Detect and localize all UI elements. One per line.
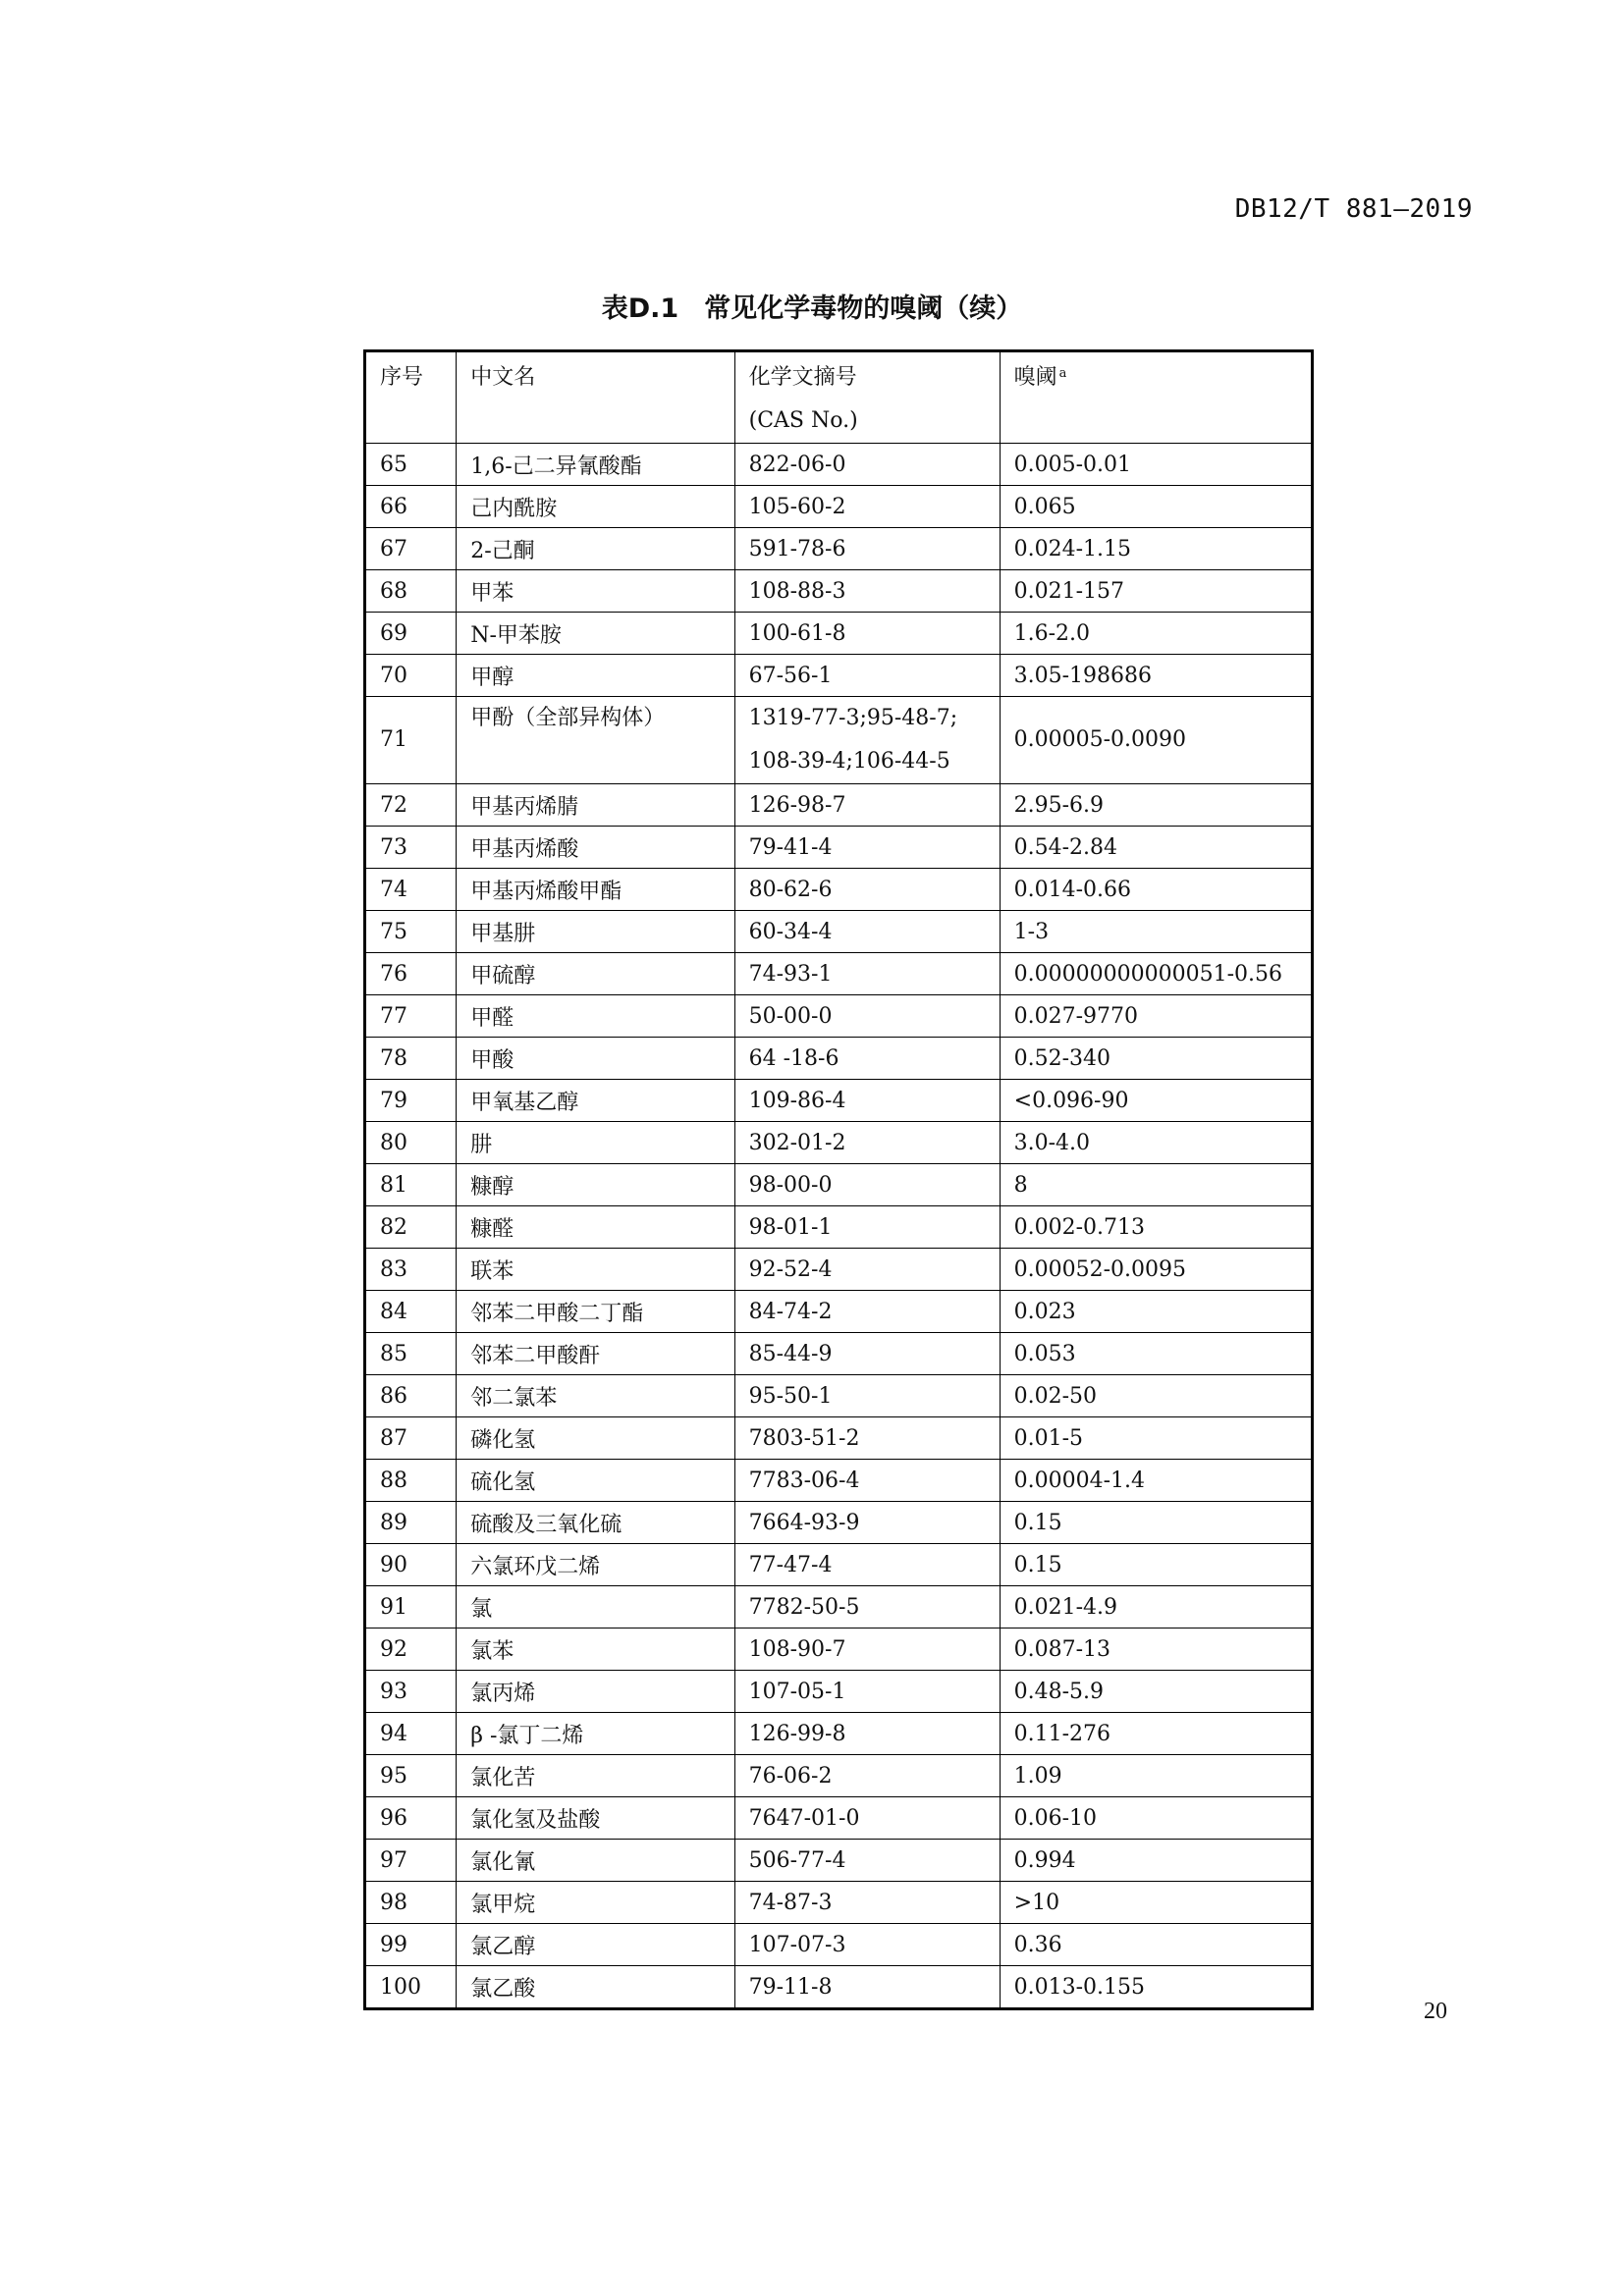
cell-no: 100 xyxy=(365,1966,457,2009)
table-row xyxy=(365,1460,1313,1502)
cell-no: 99 xyxy=(365,1924,457,1966)
cell-cas: 506-77-4 xyxy=(734,1840,1000,1882)
cell-cas: 67-56-1 xyxy=(734,655,1000,697)
cell-cas: 98-01-1 xyxy=(734,1206,1000,1249)
cell-name: 氯化苦 xyxy=(457,1755,734,1797)
header-cas xyxy=(734,351,1000,444)
cell-no: 74 xyxy=(365,869,457,911)
cell-threshold: 0.11-276 xyxy=(1000,1713,1312,1755)
cell-cas: 108-90-7 xyxy=(734,1629,1000,1671)
cell-no: 72 xyxy=(365,784,457,827)
table-row xyxy=(365,1291,1313,1333)
cell-cas: 7664-93-9 xyxy=(734,1502,1000,1544)
table-row xyxy=(365,528,1313,570)
cell-threshold: 0.021-157 xyxy=(1000,570,1312,613)
table-title xyxy=(0,287,1624,325)
table-row xyxy=(365,1882,1313,1924)
header-cas-line1: 化学文摘号 xyxy=(748,365,857,390)
table-row xyxy=(365,655,1313,697)
cell-no: 69 xyxy=(365,613,457,655)
cell-no: 71 xyxy=(365,697,457,784)
cell-cas: 79-41-4 xyxy=(734,827,1000,869)
cell-name: 氯苯 xyxy=(457,1629,734,1671)
cell-no: 84 xyxy=(365,1291,457,1333)
table-row xyxy=(365,1206,1313,1249)
cell-no: 70 xyxy=(365,655,457,697)
cell-no: 73 xyxy=(365,827,457,869)
cell-threshold: 3.05-198686 xyxy=(1000,655,1312,697)
table-row xyxy=(365,953,1313,995)
table-row xyxy=(365,1417,1313,1460)
table-row xyxy=(365,1586,1313,1629)
table-row xyxy=(365,1544,1313,1586)
cell-threshold: 0.15 xyxy=(1000,1544,1312,1586)
cell-no: 97 xyxy=(365,1840,457,1882)
cell-cas: 79-11-8 xyxy=(734,1966,1000,2009)
cell-name: 磷化氢 xyxy=(457,1417,734,1460)
table-row xyxy=(365,1249,1313,1291)
cell-no: 66 xyxy=(365,486,457,528)
cell-name: 甲基肼 xyxy=(457,911,734,953)
cell-no: 83 xyxy=(365,1249,457,1291)
cell-name: 甲基丙烯腈 xyxy=(457,784,734,827)
cell-name: 2-己酮 xyxy=(457,528,734,570)
cell-threshold: 0.48-5.9 xyxy=(1000,1671,1312,1713)
cell-cas: 77-47-4 xyxy=(734,1544,1000,1586)
cell-cas: 105-60-2 xyxy=(734,486,1000,528)
cell-name: 肼 xyxy=(457,1122,734,1164)
table-number: 表D.1 xyxy=(601,294,679,324)
cell-threshold: >10 xyxy=(1000,1882,1312,1924)
cell-name: 氯化氢及盐酸 xyxy=(457,1797,734,1840)
cell-cas: 107-07-3 xyxy=(734,1924,1000,1966)
cell-threshold: 0.15 xyxy=(1000,1502,1312,1544)
cell-no: 98 xyxy=(365,1882,457,1924)
cell-name: 甲酸 xyxy=(457,1038,734,1080)
cell-threshold: 1-3 xyxy=(1000,911,1312,953)
cell-threshold: 0.994 xyxy=(1000,1840,1312,1882)
table-row xyxy=(365,1038,1313,1080)
cell-cas: 84-74-2 xyxy=(734,1291,1000,1333)
cell-no: 88 xyxy=(365,1460,457,1502)
cell-name: 甲基丙烯酸甲酯 xyxy=(457,869,734,911)
cell-name: β -氯丁二烯 xyxy=(457,1713,734,1755)
cell-no: 95 xyxy=(365,1755,457,1797)
cell-threshold: 3.0-4.0 xyxy=(1000,1122,1312,1164)
cell-name: 糠醇 xyxy=(457,1164,734,1206)
cell-cas: 60-34-4 xyxy=(734,911,1000,953)
cell-cas: 74-87-3 xyxy=(734,1882,1000,1924)
cell-cas: 108-88-3 xyxy=(734,570,1000,613)
cell-no: 93 xyxy=(365,1671,457,1713)
table-row xyxy=(365,486,1313,528)
cell-cas: 126-98-7 xyxy=(734,784,1000,827)
cell-cas: 302-01-2 xyxy=(734,1122,1000,1164)
cell-name-text: 甲酚（全部异构体） xyxy=(470,706,666,730)
cell-threshold: 1.6-2.0 xyxy=(1000,613,1312,655)
cell-cas: 822-06-0 xyxy=(734,444,1000,486)
cell-threshold: 0.54-2.84 xyxy=(1000,827,1312,869)
cell-cas: 7783-06-4 xyxy=(734,1460,1000,1502)
header-no: 序号 xyxy=(365,351,457,444)
cell-name: 1,6-己二异氰酸酯 xyxy=(457,444,734,486)
header-threshold-label: 嗅阈 xyxy=(1013,365,1057,390)
cell-threshold: 0.52-340 xyxy=(1000,1038,1312,1080)
cell-threshold: 0.06-10 xyxy=(1000,1797,1312,1840)
page-number: 20 xyxy=(1424,1999,1447,2024)
cell-cas: 7782-50-5 xyxy=(734,1586,1000,1629)
cell-cas: 92-52-4 xyxy=(734,1249,1000,1291)
cell-cas: 591-78-6 xyxy=(734,528,1000,570)
cell-name: 邻苯二甲酸二丁酯 xyxy=(457,1291,734,1333)
cell-no: 77 xyxy=(365,995,457,1038)
cell-no: 76 xyxy=(365,953,457,995)
cell-no: 68 xyxy=(365,570,457,613)
cell-threshold: 2.95-6.9 xyxy=(1000,784,1312,827)
table-row xyxy=(365,613,1313,655)
cell-no: 92 xyxy=(365,1629,457,1671)
table-row xyxy=(365,1333,1313,1375)
cell-cas: 98-00-0 xyxy=(734,1164,1000,1206)
cell-no: 75 xyxy=(365,911,457,953)
table-row xyxy=(365,1629,1313,1671)
odor-threshold-table xyxy=(363,349,1314,2010)
cell-cas: 107-05-1 xyxy=(734,1671,1000,1713)
cell-threshold: 0.024-1.15 xyxy=(1000,528,1312,570)
table-row xyxy=(365,869,1313,911)
cell-cas: 126-99-8 xyxy=(734,1713,1000,1755)
table-row xyxy=(365,995,1313,1038)
cell-cas-line1: 1319-77-3;95-48-7; xyxy=(748,706,958,730)
cell-no: 65 xyxy=(365,444,457,486)
cell-cas: 95-50-1 xyxy=(734,1375,1000,1417)
table-row xyxy=(365,1966,1313,2009)
table-body xyxy=(365,444,1313,2009)
cell-threshold: 0.005-0.01 xyxy=(1000,444,1312,486)
cell-name: 氯乙醇 xyxy=(457,1924,734,1966)
cell-name xyxy=(457,697,734,784)
cell-threshold: 0.00004-1.4 xyxy=(1000,1460,1312,1502)
table-row xyxy=(365,570,1313,613)
table-row xyxy=(365,1713,1313,1755)
cell-no: 89 xyxy=(365,1502,457,1544)
cell-no: 90 xyxy=(365,1544,457,1586)
cell-no: 81 xyxy=(365,1164,457,1206)
table-row xyxy=(365,784,1313,827)
cell-no: 82 xyxy=(365,1206,457,1249)
cell-no: 80 xyxy=(365,1122,457,1164)
cell-no: 91 xyxy=(365,1586,457,1629)
cell-cas: 7647-01-0 xyxy=(734,1797,1000,1840)
table-row xyxy=(365,1924,1313,1966)
cell-threshold: <0.096-90 xyxy=(1000,1080,1312,1122)
cell-name: 甲基丙烯酸 xyxy=(457,827,734,869)
cell-name: 联苯 xyxy=(457,1249,734,1291)
cell-no: 86 xyxy=(365,1375,457,1417)
cell-threshold: 0.00005-0.0090 xyxy=(1000,697,1312,784)
cell-threshold: 0.00000000000051-0.56 xyxy=(1000,953,1312,995)
table-caption: 常见化学毒物的嗅阈（续） xyxy=(704,294,1023,324)
table-row xyxy=(365,1755,1313,1797)
table-row xyxy=(365,697,1313,784)
cell-threshold: 0.087-13 xyxy=(1000,1629,1312,1671)
cell-no: 96 xyxy=(365,1797,457,1840)
table-row xyxy=(365,1502,1313,1544)
cell-threshold: 0.065 xyxy=(1000,486,1312,528)
header-threshold xyxy=(1000,351,1312,444)
cell-no: 87 xyxy=(365,1417,457,1460)
table-row xyxy=(365,911,1313,953)
cell-name: 六氯环戊二烯 xyxy=(457,1544,734,1586)
table-row xyxy=(365,1375,1313,1417)
cell-threshold: 1.09 xyxy=(1000,1755,1312,1797)
cell-name: 邻二氯苯 xyxy=(457,1375,734,1417)
cell-name: 氯丙烯 xyxy=(457,1671,734,1713)
cell-threshold: 0.014-0.66 xyxy=(1000,869,1312,911)
cell-threshold: 0.027-9770 xyxy=(1000,995,1312,1038)
cell-cas: 100-61-8 xyxy=(734,613,1000,655)
cell-threshold: 0.02-50 xyxy=(1000,1375,1312,1417)
cell-cas xyxy=(734,697,1000,784)
cell-threshold: 0.023 xyxy=(1000,1291,1312,1333)
cell-threshold: 8 xyxy=(1000,1164,1312,1206)
cell-name: 甲醛 xyxy=(457,995,734,1038)
cell-no: 67 xyxy=(365,528,457,570)
table-row xyxy=(365,444,1313,486)
header-cas-line2: (CAS No.) xyxy=(748,408,858,433)
cell-name: 氯乙酸 xyxy=(457,1966,734,2009)
cell-cas: 64 -18-6 xyxy=(734,1038,1000,1080)
table-row xyxy=(365,1164,1313,1206)
cell-no: 79 xyxy=(365,1080,457,1122)
cell-name: N-甲苯胺 xyxy=(457,613,734,655)
cell-name: 氯甲烷 xyxy=(457,1882,734,1924)
table-row xyxy=(365,1840,1313,1882)
cell-cas: 50-00-0 xyxy=(734,995,1000,1038)
cell-no: 94 xyxy=(365,1713,457,1755)
cell-threshold: 0.002-0.713 xyxy=(1000,1206,1312,1249)
cell-cas: 109-86-4 xyxy=(734,1080,1000,1122)
cell-name: 甲硫醇 xyxy=(457,953,734,995)
cell-cas: 80-62-6 xyxy=(734,869,1000,911)
cell-cas-line2: 108-39-4;106-44-5 xyxy=(748,749,950,774)
table-row xyxy=(365,1671,1313,1713)
cell-cas: 76-06-2 xyxy=(734,1755,1000,1797)
cell-name: 硫酸及三氧化硫 xyxy=(457,1502,734,1544)
cell-name: 己内酰胺 xyxy=(457,486,734,528)
header-threshold-footnote-mark: a xyxy=(1058,366,1067,381)
header-name: 中文名 xyxy=(457,351,734,444)
cell-threshold: 0.00052-0.0095 xyxy=(1000,1249,1312,1291)
cell-threshold: 0.36 xyxy=(1000,1924,1312,1966)
cell-name: 甲氧基乙醇 xyxy=(457,1080,734,1122)
cell-cas: 7803-51-2 xyxy=(734,1417,1000,1460)
table-row xyxy=(365,1122,1313,1164)
cell-cas: 74-93-1 xyxy=(734,953,1000,995)
cell-no: 78 xyxy=(365,1038,457,1080)
table-header-row xyxy=(365,351,1313,444)
table-row xyxy=(365,1797,1313,1840)
cell-cas: 85-44-9 xyxy=(734,1333,1000,1375)
table-row xyxy=(365,1080,1313,1122)
cell-name: 糠醛 xyxy=(457,1206,734,1249)
cell-name: 邻苯二甲酸酐 xyxy=(457,1333,734,1375)
cell-threshold: 0.01-5 xyxy=(1000,1417,1312,1460)
cell-threshold: 0.053 xyxy=(1000,1333,1312,1375)
cell-name: 甲苯 xyxy=(457,570,734,613)
cell-name: 甲醇 xyxy=(457,655,734,697)
cell-no: 85 xyxy=(365,1333,457,1375)
document-code: DB12/T 881—2019 xyxy=(1234,194,1473,224)
cell-name: 氯 xyxy=(457,1586,734,1629)
cell-threshold: 0.021-4.9 xyxy=(1000,1586,1312,1629)
table-row xyxy=(365,827,1313,869)
cell-name: 硫化氢 xyxy=(457,1460,734,1502)
cell-name: 氯化氰 xyxy=(457,1840,734,1882)
cell-threshold: 0.013-0.155 xyxy=(1000,1966,1312,2009)
